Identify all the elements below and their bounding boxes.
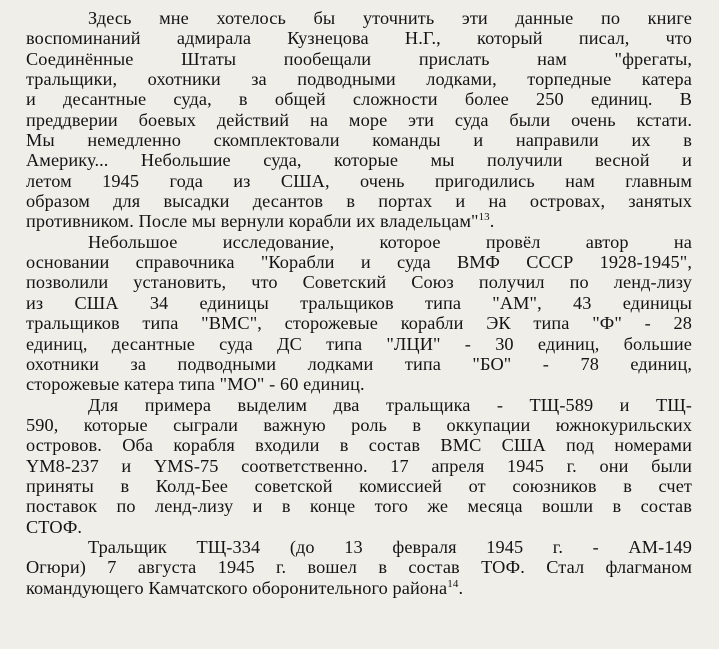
text-line: 590, которые сыграли важную роль в оккупации южнокурильских	[26, 414, 692, 435]
document-body	[26, 8, 692, 598]
text-line: летом 1945 года из США, очень пригодились нам главным	[26, 170, 692, 191]
text-line: и десантные суда, в общей сложности более 250 единиц. В	[26, 89, 692, 110]
text-line: тральщики, охотники за подводными лодками, торпедные катера	[26, 69, 692, 90]
text-line: тральщиков типа "ВМС", сторожевые корабли ЭК типа "Ф" - 28	[26, 313, 692, 334]
text-line: единиц, десантные суда ДС типа "ЛЦИ" - 30 единиц, большие	[26, 333, 692, 354]
paragraph-1	[26, 8, 692, 232]
text-line-content: противником. После мы вернули корабли их владельцам"	[26, 211, 479, 232]
text-line: Для примера выделим два тральщика - ТЩ-589 и ТЩ-	[88, 394, 692, 415]
paragraph-4	[26, 537, 692, 598]
text-line: Небольшое исследование, которое провёл автор на	[88, 231, 692, 252]
paragraph-3	[26, 395, 692, 537]
text-line: Америку... Небольшие суда, которые мы получили весной и	[26, 150, 692, 171]
text-line-content: командующего Камчатского оборонительного района	[26, 577, 448, 598]
footnote-marker: 13	[478, 211, 490, 224]
text-line: из США 34 единицы тральщиков типа "АМ", 43 единицы	[26, 292, 692, 313]
footnote-marker: 14	[447, 577, 459, 590]
text-line: приняты в Колд-Бее советской комиссией от союзников в счет	[26, 475, 692, 496]
text-line: преддверии боевых действий на море эти суда были очень кстати.	[26, 109, 692, 130]
text-line: островов. Оба корабля входили в состав ВМС США под номерами	[26, 435, 692, 456]
text-line: Соединённые Штаты пообещали прислать нам "фрегаты,	[26, 48, 692, 69]
text-line: сторожевые катера типа "МО" - 60 единиц.	[26, 374, 365, 395]
text-line: командующего Камчатского оборонительного района$^{14}$.	[26, 577, 464, 598]
text-line: образом для высадки десантов в портах и на островах, занятых	[26, 191, 692, 212]
text-line: Тральщик ТЩ-334 (до 13 февраля 1945 г. - АМ-149	[88, 536, 692, 557]
text-line: противником. После мы вернули корабли их владельцам"$^{13}$.	[26, 211, 495, 232]
text-line: YM8-237 и YMS-75 соответственно. 17 апреля 1945 г. они были	[26, 455, 692, 476]
text-line: Огюри) 7 августа 1945 г. вошел в состав ТОФ. Стал флагманом	[26, 557, 692, 578]
text-line: СТОФ.	[26, 516, 83, 537]
text-line: Здесь мне хотелось бы уточнить эти данные по книге	[88, 8, 692, 28]
text-line: Мы немедленно скомплектовали команды и направили их в	[26, 130, 692, 151]
text-line: позволили установить, что Советский Союз получил по ленд-лизу	[26, 272, 692, 293]
paragraph-2	[26, 232, 692, 395]
text-line: основании справочника "Корабли и суда ВМФ СССР 1928-1945",	[26, 252, 692, 273]
text-line: воспоминаний адмирала Кузнецова Н.Г., который писал, что	[26, 28, 692, 49]
text-line: поставок по ленд-лизу и в конце того же месяца вошли в состав	[26, 496, 692, 517]
text-line: охотники за подводными лодками типа "БО" - 78 единиц,	[26, 353, 692, 374]
page-bottom-edge	[0, 639, 719, 649]
